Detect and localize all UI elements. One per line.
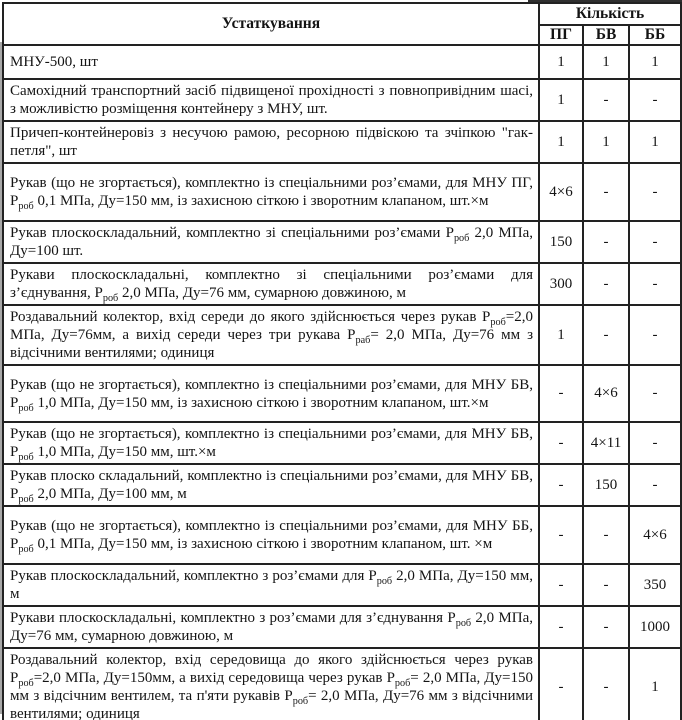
quantity-cell-bv: 150 bbox=[583, 464, 629, 506]
quantity-cell-pg: 150 bbox=[539, 221, 583, 263]
column-header-bb: ББ bbox=[629, 25, 681, 45]
quantity-cell-bv: - bbox=[583, 163, 629, 221]
equipment-description-cell: Рукав (що не згортається), комплектно із спеціальними роз’ємами, для МНУ БВ, $Р_{роб}$ 1,0 МПа, Ду=150 мм, із захисною сіткою і зворотним клапаном, шт.×м bbox=[3, 365, 539, 422]
quantity-cell-pg: - bbox=[539, 564, 583, 606]
quantity-cell-bv: - bbox=[583, 564, 629, 606]
quantity-cell-pg: 1 bbox=[539, 305, 583, 365]
quantity-cell-bb: - bbox=[629, 263, 681, 305]
table-body bbox=[3, 45, 681, 720]
quantity-cell-pg: - bbox=[539, 422, 583, 464]
quantity-cell-pg: 4×6 bbox=[539, 163, 583, 221]
quantity-cell-bb: 1 bbox=[629, 648, 681, 720]
quantity-cell-pg: - bbox=[539, 506, 583, 564]
equipment-description-cell: Рукав (що не згортається), комплектно із спеціальними роз’ємами, для МНУ ББ, $Р_{роб}$ 0,1 МПа, Ду=150 мм, із захисною сіткою і зворотним клапаном, шт. ×м bbox=[3, 506, 539, 564]
quantity-cell-pg: - bbox=[539, 606, 583, 648]
quantity-cell-bv: 4×11 bbox=[583, 422, 629, 464]
quantity-cell-bv: - bbox=[583, 305, 629, 365]
equipment-description-cell: Роздавальний колектор, вхід середи до якого здійснюється через рукав $Р_{роб}=2,0$ МПа, Ду=76мм, а вихід середи через три рукава $Р_{раб}= 2,0$ МПа, Ду=76 мм з відсічними вентилями; одиниця bbox=[3, 305, 539, 365]
quantity-cell-bb: - bbox=[629, 365, 681, 422]
equipment-row bbox=[3, 45, 681, 79]
equipment-row bbox=[3, 648, 681, 720]
equipment-row bbox=[3, 305, 681, 365]
column-header-pg: ПГ bbox=[539, 25, 583, 45]
quantity-cell-bb: - bbox=[629, 422, 681, 464]
quantity-cell-bv: 4×6 bbox=[583, 365, 629, 422]
equipment-row bbox=[3, 263, 681, 305]
equipment-quantity-table bbox=[2, 2, 682, 720]
page-scan-edge-artifact bbox=[0, 42, 2, 714]
quantity-cell-bv: - bbox=[583, 506, 629, 564]
equipment-row bbox=[3, 422, 681, 464]
quantity-cell-bb: 4×6 bbox=[629, 506, 681, 564]
quantity-cell-bb: - bbox=[629, 464, 681, 506]
quantity-cell-bv: - bbox=[583, 263, 629, 305]
quantity-cell-bv: - bbox=[583, 648, 629, 720]
equipment-row bbox=[3, 606, 681, 648]
equipment-description-cell: Причеп-контейнеровіз з несучою рамою, ресорною підвіскою та зчіпкою "гак-петля", шт bbox=[3, 121, 539, 163]
equipment-description-cell: Рукав плоско складальний, комплектно із спеціальними роз’ємами, для МНУ БВ, $Р_{роб}$ 2,0 МПа, Ду=100 мм, м bbox=[3, 464, 539, 506]
quantity-cell-pg: 300 bbox=[539, 263, 583, 305]
column-header-bv: БВ bbox=[583, 25, 629, 45]
equipment-row bbox=[3, 464, 681, 506]
equipment-row bbox=[3, 506, 681, 564]
quantity-cell-bb: - bbox=[629, 163, 681, 221]
quantity-cell-pg: - bbox=[539, 365, 583, 422]
equipment-description-cell: Рукав плоскоскладальний, комплектно з роз’ємами для $Р_{роб}$ 2,0 МПа, Ду=150 мм, м bbox=[3, 564, 539, 606]
quantity-cell-pg: - bbox=[539, 464, 583, 506]
column-header-quantity: Кількість bbox=[539, 3, 681, 25]
equipment-row bbox=[3, 365, 681, 422]
equipment-description-cell: Рукав плоскоскладальний, комплектно зі спеціальними роз’ємами $Р_{роб}$ 2,0 МПа, Ду=100 шт. bbox=[3, 221, 539, 263]
equipment-description-cell: Роздавальний колектор, вхід середовища до якого здійснюється через рукав $Р_{роб}=2,0$ МПа, Ду=150мм, а вихід середовища через рукав $Р_{роб}= 2,0$ МПа, Ду=150 мм з відсічним вентилем, та п'яти рукавів $Р_{роб}= 2,0$ МПа, Ду=76 мм з відсічними вентилями; одиниця bbox=[3, 648, 539, 720]
equipment-description-cell: Рукав (що не згортається), комплектно із спеціальними роз’ємами, для МНУ ПГ, $Р_{роб}$ 0,1 МПа, Ду=150 мм, із захисною сіткою і зворотним клапаном, шт.×м bbox=[3, 163, 539, 221]
quantity-cell-bv: 1 bbox=[583, 121, 629, 163]
quantity-cell-pg: 1 bbox=[539, 79, 583, 121]
quantity-cell-bv: 1 bbox=[583, 45, 629, 79]
header-row-main bbox=[3, 3, 681, 25]
equipment-description-cell: МНУ-500, шт bbox=[3, 45, 539, 79]
table-header bbox=[3, 3, 681, 45]
quantity-cell-bv: - bbox=[583, 606, 629, 648]
equipment-description-cell: Рукави плоскоскладальні, комплектно з роз’ємами для з’єднування $Р_{роб}$ 2,0 МПа, Ду=76 мм, сумарною довжиною, м bbox=[3, 606, 539, 648]
column-header-equipment: Устаткування bbox=[3, 3, 539, 45]
equipment-description-cell: Самохідний транспортний засіб підвищеної прохідності з повнопривідним шасі, з можливістю розміщення контейнеру з МНУ, шт. bbox=[3, 79, 539, 121]
quantity-cell-bb: - bbox=[629, 79, 681, 121]
quantity-cell-bb: 1 bbox=[629, 45, 681, 79]
quantity-cell-bb: 350 bbox=[629, 564, 681, 606]
quantity-cell-bb: - bbox=[629, 305, 681, 365]
page-crop-artifact-top bbox=[528, 0, 682, 2]
quantity-cell-pg: 1 bbox=[539, 121, 583, 163]
equipment-description-cell: Рукави плоскоскладальні, комплектно зі спеціальними роз’ємами для з’єднування, $Р_{роб}$ 2,0 МПа, Ду=76 мм, сумарною довжиною, м bbox=[3, 263, 539, 305]
equipment-row bbox=[3, 163, 681, 221]
quantity-cell-bv: - bbox=[583, 79, 629, 121]
quantity-cell-pg: - bbox=[539, 648, 583, 720]
quantity-cell-bb: 1000 bbox=[629, 606, 681, 648]
equipment-description-cell: Рукав (що не згортається), комплектно із спеціальними роз’ємами, для МНУ БВ, $Р_{роб}$ 1,0 МПа, Ду=150 мм, шт.×м bbox=[3, 422, 539, 464]
quantity-cell-pg: 1 bbox=[539, 45, 583, 79]
equipment-row bbox=[3, 79, 681, 121]
equipment-row bbox=[3, 564, 681, 606]
quantity-cell-bb: - bbox=[629, 221, 681, 263]
equipment-row bbox=[3, 221, 681, 263]
quantity-cell-bv: - bbox=[583, 221, 629, 263]
quantity-cell-bb: 1 bbox=[629, 121, 681, 163]
equipment-row bbox=[3, 121, 681, 163]
